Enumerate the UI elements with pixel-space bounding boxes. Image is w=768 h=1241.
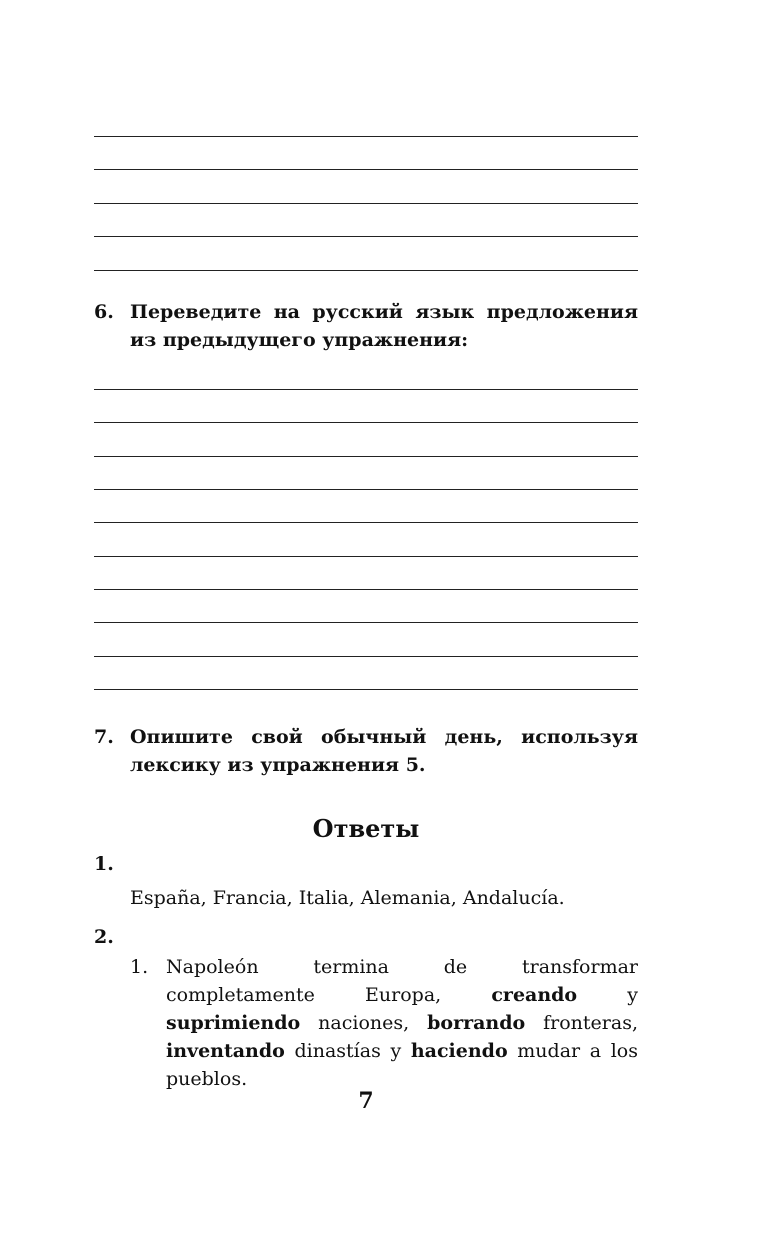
item-text-part: Napoleón termina de transformar completamente Europa, bbox=[166, 956, 638, 1006]
answer-text: España, Francia, Italia, Alemania, Andalucía. bbox=[130, 887, 565, 909]
item-text-part: mudar a los pueblos. bbox=[166, 1040, 638, 1090]
highlighted-gerund: inventando bbox=[166, 1040, 285, 1062]
answer-line bbox=[94, 422, 638, 423]
task-number: 6. bbox=[94, 301, 114, 323]
task-text: Опишите свой обычный день, используя лексику из упражнения 5. bbox=[130, 726, 638, 776]
task-6 bbox=[94, 298, 638, 354]
item-text-part: fronteras, bbox=[525, 1012, 638, 1034]
item-text-part: naciones, bbox=[300, 1012, 428, 1034]
answer-line bbox=[94, 136, 638, 137]
task-number: 7. bbox=[94, 726, 114, 748]
highlighted-gerund: borrando bbox=[427, 1012, 526, 1034]
item-text-part: y bbox=[577, 984, 638, 1006]
answer-line bbox=[94, 236, 638, 237]
answer-line bbox=[94, 589, 638, 590]
item-text bbox=[166, 953, 638, 1093]
highlighted-gerund: creando bbox=[491, 984, 578, 1006]
highlighted-gerund: haciendo bbox=[410, 1040, 508, 1062]
item-number: 1. bbox=[130, 956, 149, 978]
answer-item bbox=[130, 953, 638, 1093]
answer-number: 1. bbox=[94, 853, 114, 875]
answer-line bbox=[94, 656, 638, 657]
page-number: 7 bbox=[358, 1088, 374, 1114]
answer-line bbox=[94, 556, 638, 557]
task-7 bbox=[94, 723, 638, 779]
answer-line bbox=[94, 456, 638, 457]
answer-line bbox=[94, 270, 638, 271]
answer-line bbox=[94, 489, 638, 490]
answer-line bbox=[94, 622, 638, 623]
answer-number: 2. bbox=[94, 926, 114, 948]
answer-line bbox=[94, 169, 638, 170]
highlighted-gerund: suprimiendo bbox=[166, 1012, 301, 1034]
answer-line bbox=[94, 522, 638, 523]
answer-line bbox=[94, 203, 638, 204]
answers-heading: Ответы bbox=[312, 814, 420, 843]
task-text: Переведите на русский язык предложения из предыдущего упражнения: bbox=[130, 301, 638, 351]
item-text-part: dinastías y bbox=[284, 1040, 411, 1062]
answer-line bbox=[94, 689, 638, 690]
answer-line bbox=[94, 389, 638, 390]
